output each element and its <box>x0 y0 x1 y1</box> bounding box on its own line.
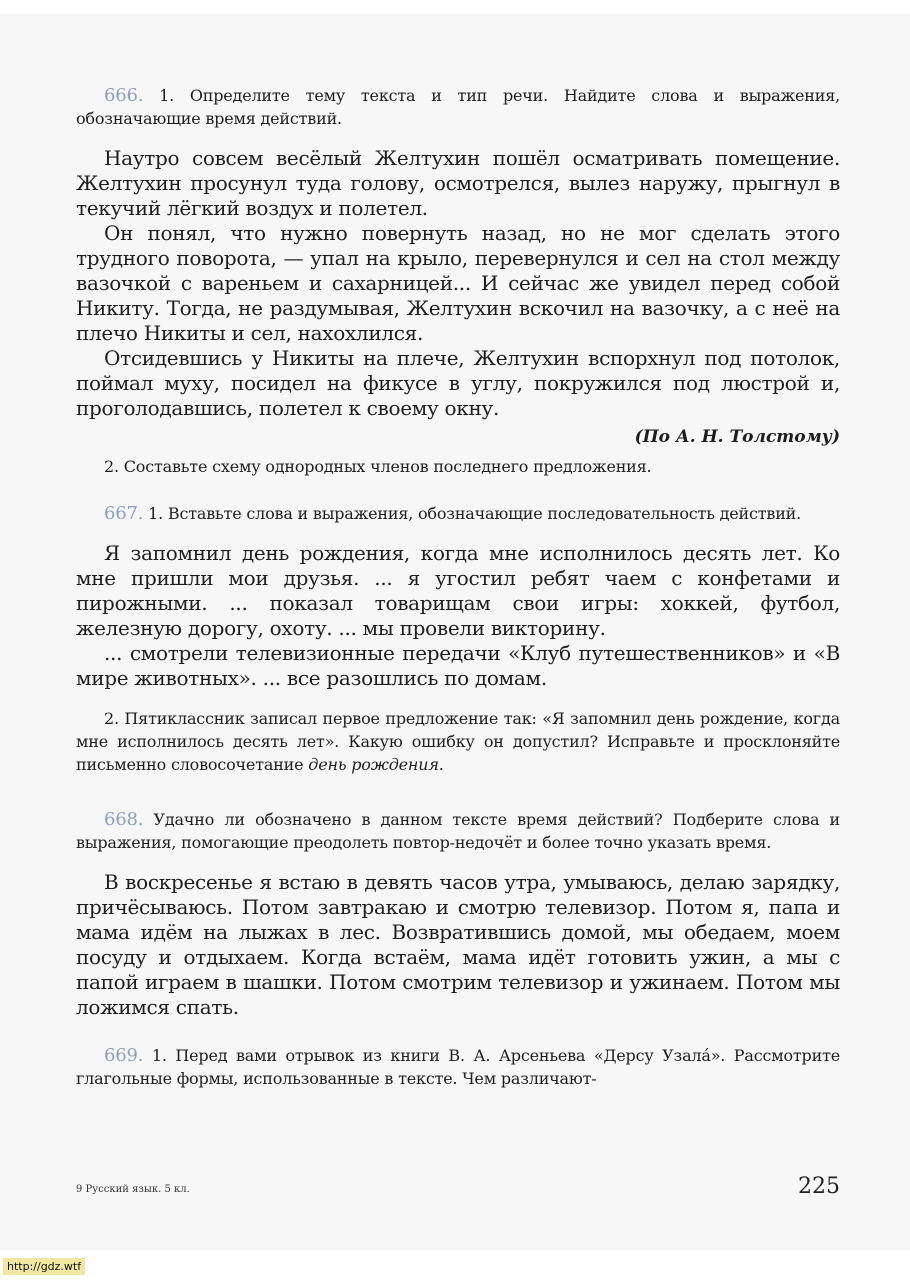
task-text-end: . <box>438 755 444 774</box>
page-content <box>76 84 840 1090</box>
textbook-page <box>0 14 910 1250</box>
task-text: 1. Перед вами отрывок из книги В. А. Арсеньева «Дерсу Узала́». Рассмотрите глагольные формы, использованные в тексте. Чем различают- <box>76 1046 840 1088</box>
page-number: 225 <box>798 1174 840 1199</box>
exercise-number: 669. <box>104 1045 144 1066</box>
watermark-link[interactable]: http://gdz.wtf <box>3 1258 85 1275</box>
task-text: Удачно ли обозначено в данном тексте время действий? Подберите слова и выражения, помогающие преодолеть повтор-недочёт и более точно указать время. <box>76 810 840 852</box>
italic-phrase: день рождения <box>308 755 439 774</box>
exercise-number: 666. <box>104 85 144 106</box>
exercise-text <box>76 541 840 691</box>
exercise-task-2 <box>76 707 840 776</box>
text-source: (По А. Н. Толстому) <box>634 427 840 447</box>
paragraph: Я запомнил день рождения, когда мне исполнилось десять лет. Ко мне пришли мои друзья. ... я угостил ребят чаем с конфетами и пирожными. ... показал товарищам свои игры: хоккей, футбол, железную дорогу, охоту. ... мы провели викторину. <box>76 541 840 640</box>
paragraph: Он понял, что нужно повернуть назад, но не мог сделать этого трудного поворота, — упал на крыло, перевернулся и сел на стол между вазочкой с вареньем и сахарницей... И сейчас же увидел перед собой Никиту. Тогда, не раздумывая, Желтухин вскочил на вазочку, а с неё на плечо Никиты и сел, нахохлился. <box>76 221 840 345</box>
exercise-task <box>76 1044 840 1090</box>
exercise-668 <box>76 808 840 1020</box>
exercise-number: 668. <box>104 809 144 830</box>
paragraph: ... смотрели телевизионные передачи «Клуб путешественников» и «В мире животных». ... все разошлись по домам. <box>76 641 840 690</box>
exercise-task <box>76 808 840 854</box>
exercise-text <box>76 870 840 1020</box>
exercise-task-2: 2. Составьте схему однородных членов последнего предложения. <box>104 457 652 476</box>
exercise-666 <box>76 84 840 478</box>
exercise-text <box>76 146 840 421</box>
exercise-667 <box>76 502 840 776</box>
paragraph: Отсидевшись у Никиты на плече, Желтухин вспорхнул под потолок, поймал муху, посидел на фикусе в углу, покружился под люстрой и, проголодавшись, полетел к своему окну. <box>76 346 840 420</box>
task-text: 2. Пятиклассник записал первое предложение так: «Я запомнил день рождение, когда мне исполнилось десять лет». Какую ошибку он допустил? Исправьте и просклоняйте письменно словосочетание <box>76 709 840 774</box>
exercise-669 <box>76 1044 840 1090</box>
task-text: 1. Вставьте слова и выражения, обозначающие последовательность действий. <box>148 504 802 523</box>
book-signature: 9 Русский язык. 5 кл. <box>76 1184 190 1195</box>
exercise-task <box>76 84 840 130</box>
paragraph: В воскресенье я встаю в девять часов утра, умываюсь, делаю зарядку, причёсываюсь. Потом завтракаю и смотрю телевизор. Потом я, папа и мама идём на лыжах в лес. Возвратившись домой, мы обедаем, моем посуду и отдыхаем. Когда встаём, мама идёт готовить ужин, а мы с папой играем в шашки. Потом смотрим телевизор и ужинаем. Потом мы ложимся спать. <box>76 870 840 1019</box>
paragraph: Наутро совсем весёлый Желтухин пошёл осматривать помещение. Желтухин просунул туда голову, осмотрелся, вылез наружу, прыгнул в текучий лёгкий воздух и полетел. <box>76 146 840 220</box>
task-text: 1. Определите тему текста и тип речи. Найдите слова и выражения, обозначающие время действий. <box>76 86 840 128</box>
exercise-task <box>76 502 840 525</box>
exercise-number: 667. <box>104 503 144 524</box>
